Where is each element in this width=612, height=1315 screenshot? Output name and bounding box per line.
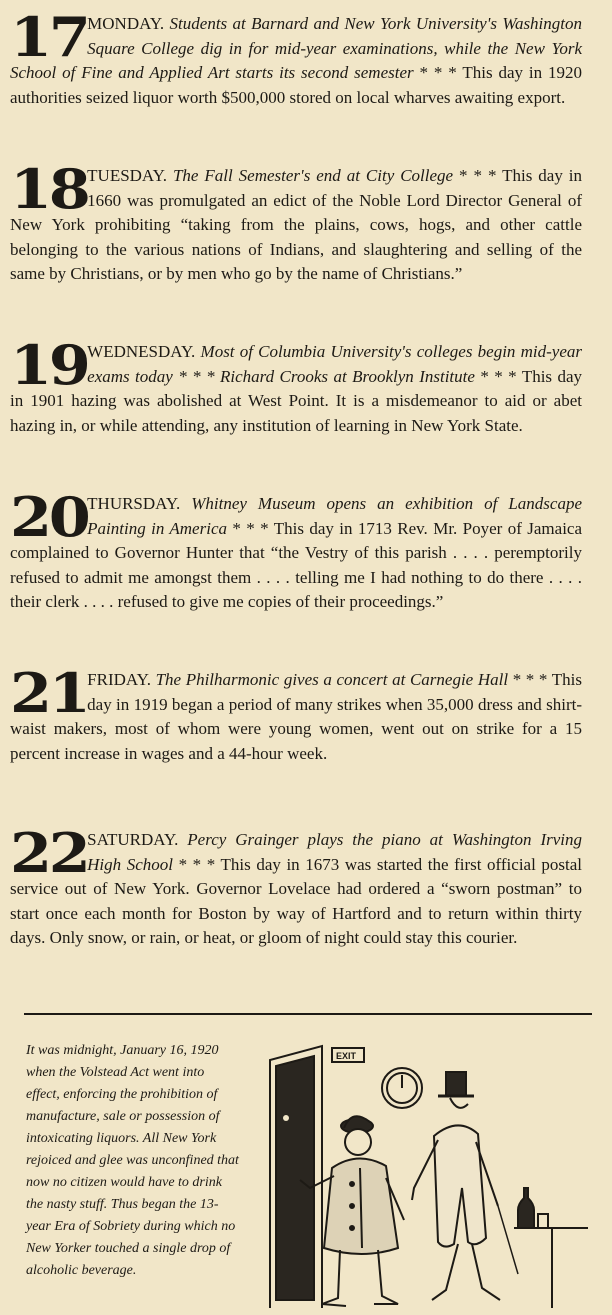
weekday: WEDNESDAY. [87, 342, 196, 361]
entry-21 [10, 661, 582, 766]
history-text: This day in 1919 began a period of many strikes when 35,000 dress and shirt-waist makers, most of whom were young women, went out on strike for a 15 percent increase in wages and a 44-hour week. [10, 670, 582, 763]
events-text: Whitney Museum opens an exhibition of Landscape Painting in America [87, 494, 583, 538]
day-number: 20 [10, 485, 88, 549]
separator: * * * [459, 166, 497, 185]
separator: * * * [178, 854, 216, 874]
caption-text: It was midnight, January 16, 1920 when the Volstead Act went into effect, enforcing the prohibition of manufacture, sale or possession of intoxicating liquors. All New York rejoiced and glee was unconfined that now no citizen would have to drink the nasty stuff. Thus began the 13-year Era of Sobriety during which no New Yorker touched a single drop of alcoholic beverage. [26, 1043, 239, 1278]
door-icon [270, 1046, 322, 1308]
weekday: FRIDAY. [87, 670, 151, 689]
history-text: This day in 1673 was started the first official postal service out of New York. Governor Lovelace had ordered a “sworn postman” to start once each month for Boston by way of Hartford and to return within thirty days. Only snow, or rain, or heat, or gloom of night could stay this courier. [10, 854, 583, 947]
weekday: SATURDAY. [87, 830, 179, 849]
separator: * * * [419, 63, 457, 82]
weekday: TUESDAY. [87, 166, 167, 185]
day-number: 21 [10, 661, 88, 725]
events-text: Percy Grainger plays the piano at Washington Irving High School [87, 830, 583, 874]
clock-icon [382, 1068, 422, 1108]
day-number: 17 [10, 5, 88, 69]
events-text: Students at Barnard and New York University's Washington Square College dig in for mid-year examinations, while the New York School of Fine and Applied Art starts its second semester [10, 14, 583, 82]
exit-sign: EXIT [336, 1051, 357, 1061]
top-hat-gentleman-figure [412, 1072, 518, 1300]
policeman-figure [300, 1116, 404, 1306]
prohibition-cartoon [262, 1038, 592, 1310]
divider-rule [24, 1013, 592, 1015]
entry-20 [10, 485, 583, 615]
weekday: THURSDAY. [87, 494, 181, 513]
weekday: MONDAY. [87, 14, 165, 33]
entry-19 [10, 333, 583, 438]
history-text: This day in 1713 Rev. Mr. Poyer of Jamaica complained to Governor Hunter that “the Vestry of this parish . . . . peremptorily refused to admit me amongst them . . . . telling me I had nothing to do there . . . . their clerk . . . . refused to give me copies of their proceedings.” [10, 518, 583, 611]
separator: * * * [480, 366, 517, 386]
day-number: 18 [10, 157, 88, 221]
history-text: This day in 1920 authorities seized liquor worth $500,000 stored on local wharves awaiting export. [10, 63, 582, 107]
entry-22 [10, 821, 583, 951]
history-text: This day in 1660 was promulgated an edict of the Noble Lord Director General of New York prohibiting “taking from the plains, cows, hogs, and other cattle belonging to the various nations of Indians, and slaughtering and selling of the same by Christians, or by men who go by the name of Christians.” [10, 166, 583, 283]
day-number: 22 [10, 821, 88, 885]
cartoon-illustration [262, 1038, 592, 1310]
events-text: The Philharmonic gives a concert at Carnegie Hall [155, 670, 509, 689]
entry-18 [10, 157, 583, 287]
separator: * * * [232, 518, 269, 538]
separator: * * * [512, 670, 548, 689]
day-number: 19 [10, 333, 88, 397]
cartoon-caption [26, 1040, 240, 1282]
bottle-icon [514, 1188, 588, 1308]
history-text: This day in 1901 hazing was abolished at West Point. It is a misdemeanor to aid or abet hazing in, or while attending, any institution of learning in New York State. [10, 366, 582, 435]
events-text: The Fall Semester's end at City College [172, 166, 454, 185]
entry-17 [10, 5, 583, 110]
events-text: Most of Columbia University's colleges begin mid-year exams today * * * Richard Crooks at Brooklyn Institute [87, 342, 583, 386]
